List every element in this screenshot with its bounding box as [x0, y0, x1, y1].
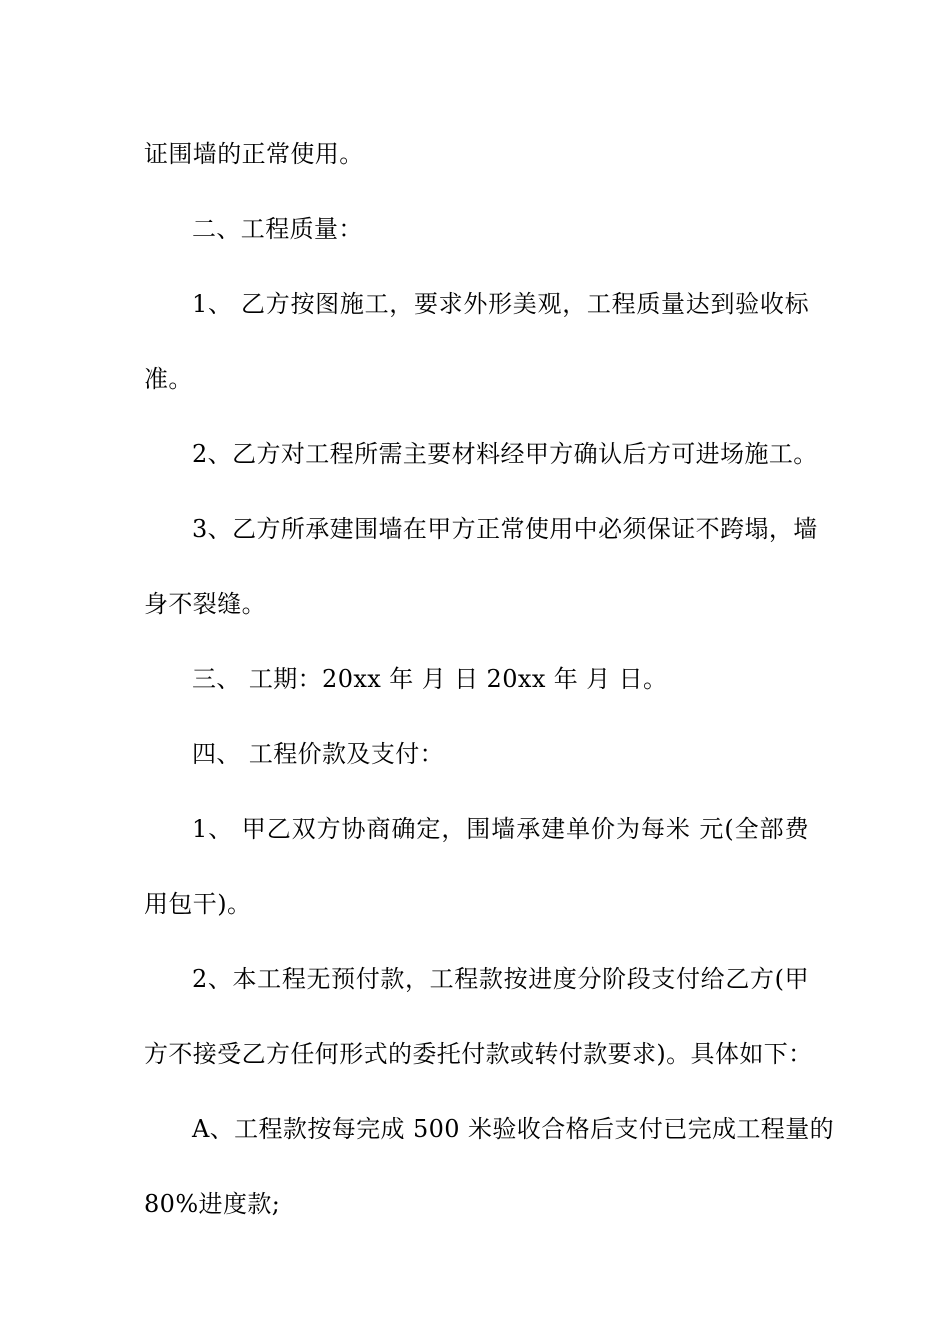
paragraph-line: 方不接受乙方任何形式的委托付款或转付款要求)。具体如下：	[144, 1040, 813, 1068]
paragraph-line: 1、 乙方按图施工，要求外形美观，工程质量达到验收标	[192, 290, 809, 318]
paragraph-line: 1、 甲乙双方协商确定，围墙承建单价为每米 元(全部费	[192, 815, 809, 843]
paragraph-line: 证围墙的正常使用。	[144, 140, 364, 168]
paragraph-line: 2、乙方对工程所需主要材料经甲方确认后方可进场施工。	[192, 440, 818, 468]
paragraph-line: 80%进度款;	[144, 1190, 281, 1218]
paragraph-line: 用包干)。	[144, 890, 252, 918]
paragraph-line: 2、本工程无预付款，工程款按进度分阶段支付给乙方(甲	[192, 965, 809, 993]
paragraph-line: 准。	[144, 365, 193, 393]
paragraph-line: 身不裂缝。	[144, 590, 266, 618]
section-heading: 二、工程质量：	[192, 215, 363, 243]
paragraph-line: 3、乙方所承建围墙在甲方正常使用中必须保证不跨塌，墙	[192, 515, 818, 543]
section-heading: 三、 工期：20xx 年 月 日 20xx 年 月 日。	[192, 665, 668, 693]
paragraph-line: A、工程款按每完成 500 米验收合格后支付已完成工程量的	[192, 1115, 834, 1143]
section-heading: 四、 工程价款及支付：	[192, 740, 445, 768]
